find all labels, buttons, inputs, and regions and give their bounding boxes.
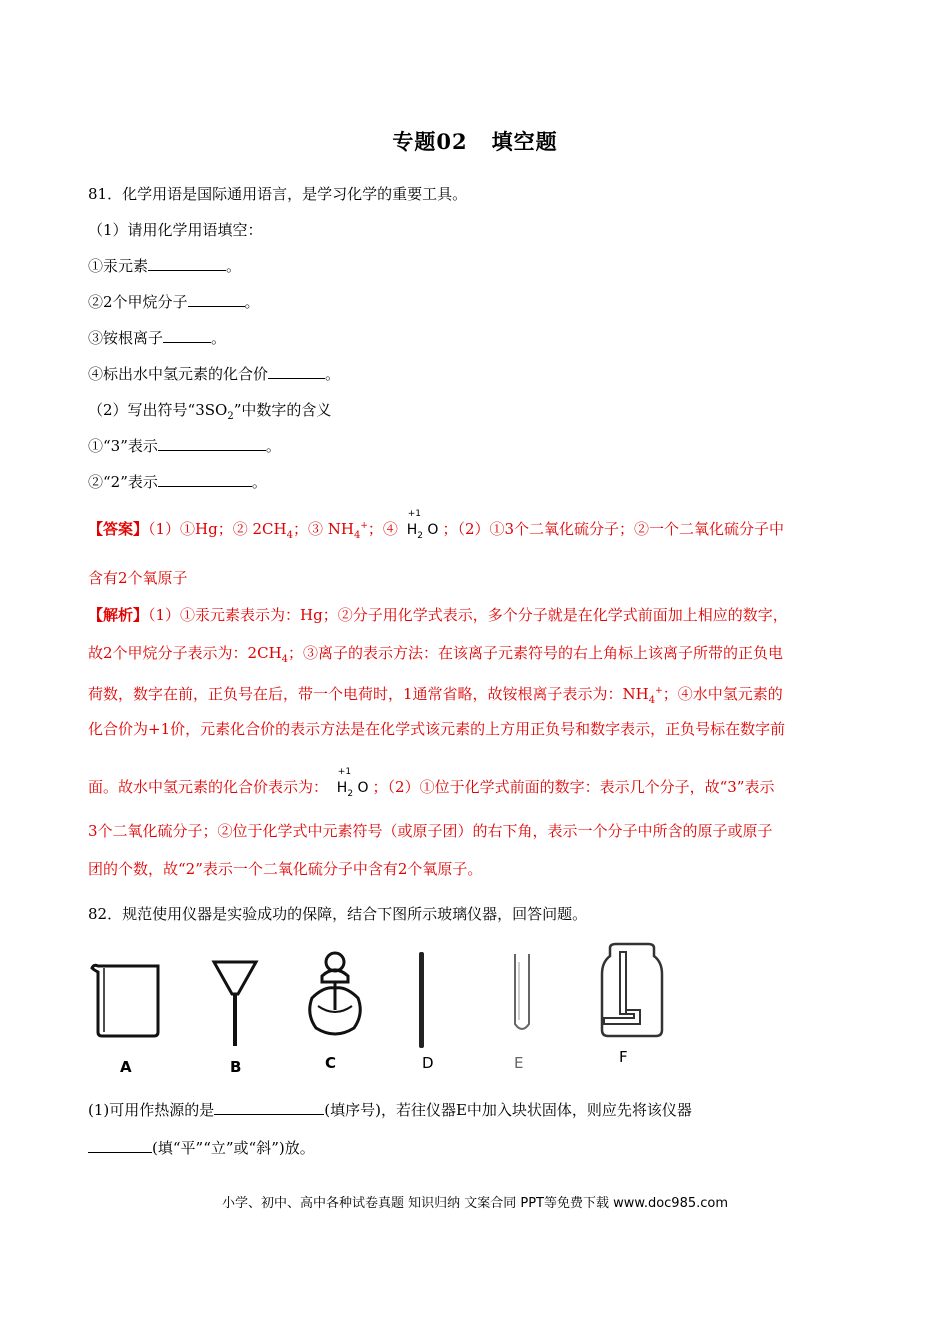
funnel-icon [210,956,260,1052]
q82-sub1-line1: (1)可用作热源的是 (填序号)，若往仪器E中加入块状固体，则应先将该仪器 [88,1101,692,1119]
label-c: C [325,1054,337,1072]
q81-item4: ④标出水中氢元素的化合价 。 [88,365,341,383]
valence-formula: +1 $H_2$ O [406,509,439,541]
label-f: F [619,1048,628,1066]
answer-line-1: 【答案】（1）①Hg；② $2CH_4$；③ $NH_4^+$；④ +1 $H_2$ O ；（2）①3个二氧化硫分子；②一个二氧化硫分子中 [88,516,784,546]
analysis-block: 【解析】（1）①汞元素表示为：Hg；②分子用化学式表示，多个分子就是在化学式前面加上相应的数字， 故2个甲烷分子表示为：$2CH_4$；③离子的表示方法：在该离子元素符号的右上角标上该离子所带的正负电 荷数，数字在前，正负号在后，带一个电荷时，1通常省略，故铵根离子表示为：$NH_4^+$；④水中氢元素的 化合价为+1价，元素化合价的表示方法是在化学式该元素的上方用正负号和数字表示，正负号标在数字前 面。故水中氢元素的化合价表示为： +1 $H_2$ O ；（2）①位于化学式前面的数字：表示几个分子，故“3”表示 3个二氧化硫分子；②位于化学式中元素符号（或原子团）的右下角，表示一个分子中所含的原子或原子 团的个数，故“2”表示一个二氧化硫分子中含有2个氧原子。 [88,606,788,878]
page-title [0,126,950,156]
glassware-figure [80,940,680,1080]
q81-part1: （1）请用化学用语填空： [88,221,263,239]
answer-line-2: 含有2个氧原子 [88,569,188,587]
answer-blank[interactable] [214,1100,324,1115]
answer-blank[interactable] [188,292,245,307]
q82-sub1-line2: (填“平”“立”或“斜”)放。 [88,1138,315,1158]
q81-item3: ③铵根离子 。 [88,329,227,347]
glass-rod-icon [416,950,428,1050]
answer-blank[interactable] [158,472,252,487]
beaker-icon [88,960,168,1040]
answer-blank[interactable] [268,364,325,379]
q81-item1: ①汞元素 。 [88,257,242,275]
answer-blank[interactable] [88,1138,152,1153]
test-tube-icon [510,952,534,1036]
answer-tag: 【答案】 [88,520,149,538]
gas-bottle-icon [596,942,668,1042]
q81-stem: 81．化学用语是国际通用语言，是学习化学的重要工具。 [88,185,468,203]
q82-stem: 82．规范使用仪器是实验成功的保障，结合下图所示玻璃仪器，回答问题。 [88,905,588,923]
valence-formula: +1 $H_2$ O [336,767,369,799]
analysis-tag: 【解析】 [88,606,149,624]
q81-part2: （2）写出符号“$3SO_2$”中数字的含义 [88,401,332,422]
topic-number: 专题02 [392,129,468,154]
label-d: D [422,1054,434,1072]
label-e: E [514,1054,524,1072]
answer-blank[interactable] [158,436,266,451]
q81-meaning2: ②“2”表示 。 [88,473,267,491]
footer-banner: 小学、初中、高中各种试卷真题 知识归纳 文案合同 PPT等免费下载 www.doc985.com [221,1196,729,1211]
q81-meaning1: ①“3”表示 。 [88,437,281,455]
answer-blank[interactable] [163,328,211,343]
label-a: A [120,1058,132,1076]
q81-item2: ②2个甲烷分子 。 [88,293,260,311]
label-b: B [230,1058,242,1076]
answer-blank[interactable] [148,256,226,271]
alcohol-lamp-icon [302,948,368,1044]
topic-name: 填空题 [491,129,558,154]
